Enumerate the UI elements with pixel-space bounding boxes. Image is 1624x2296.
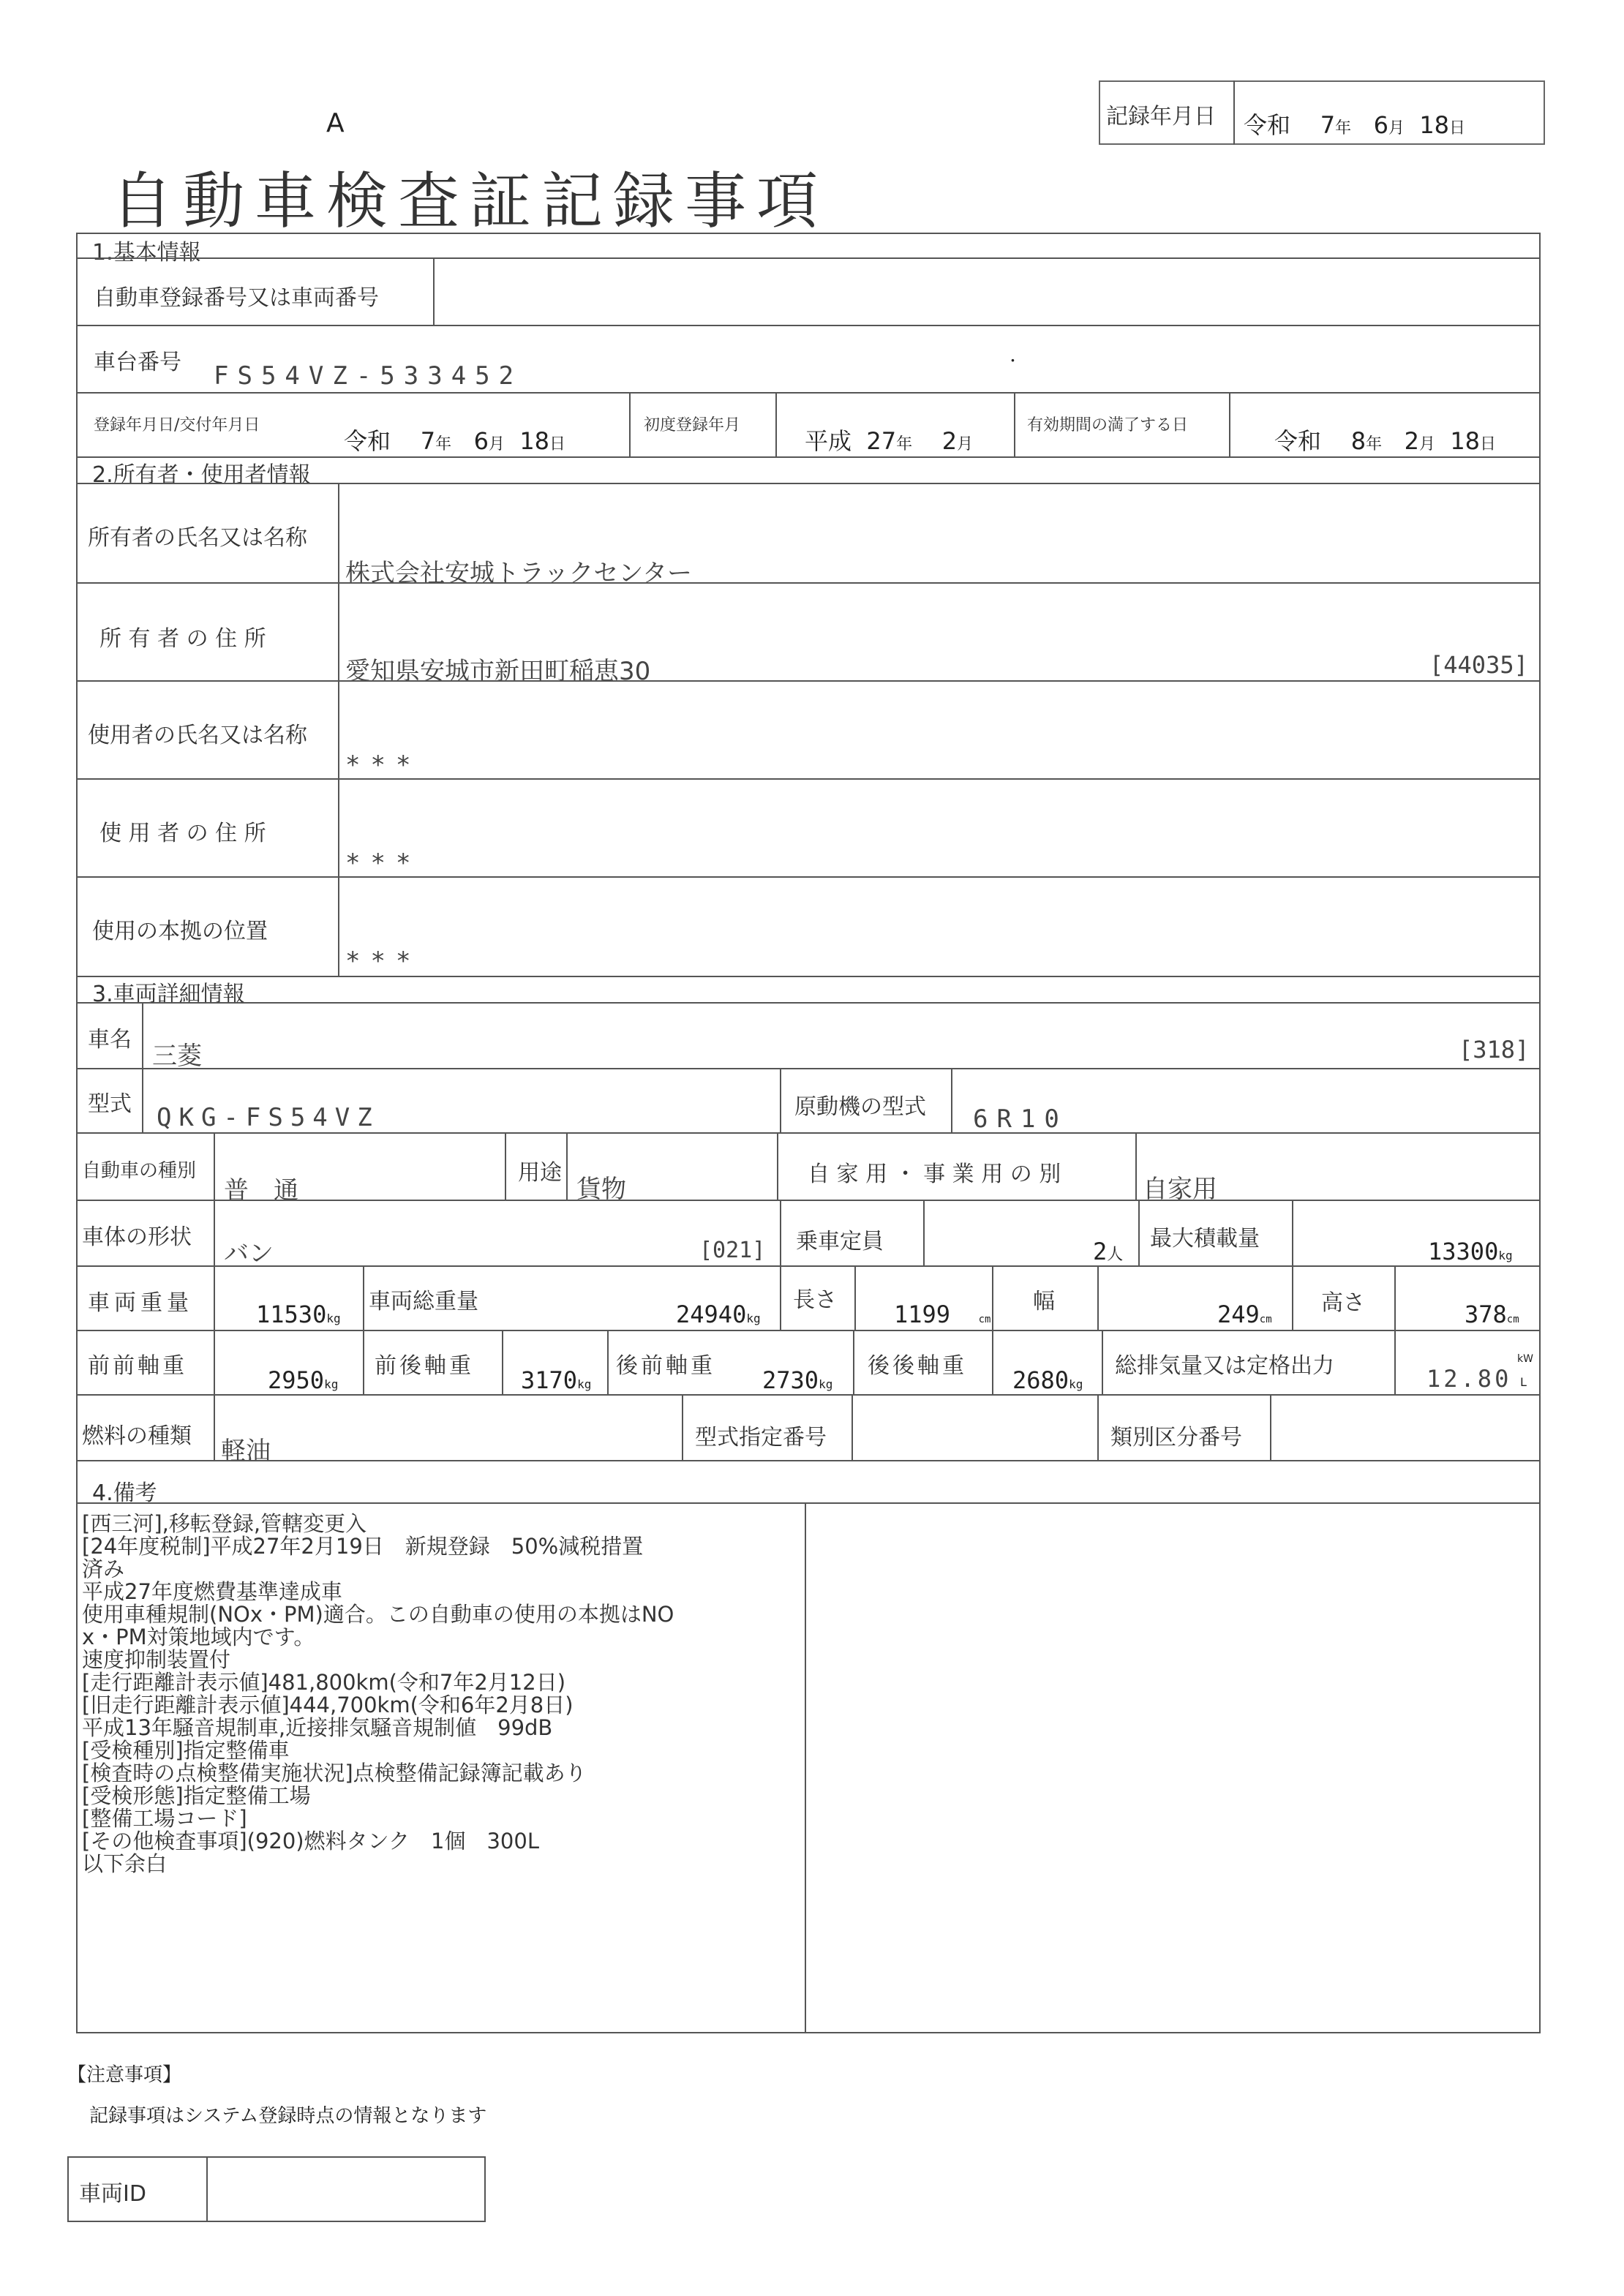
use-label: 用途: [518, 1160, 562, 1186]
owner-name-value: 株式会社安城トラックセンター: [345, 559, 692, 588]
marker-a: A: [326, 108, 345, 138]
remark-line: 済み: [82, 1557, 125, 1581]
length-label: 長さ: [793, 1287, 837, 1313]
remark-line: [整備工場コード]: [82, 1806, 247, 1831]
user-name-label: 使用者の氏名又は名称: [88, 723, 307, 748]
record-date-value: 令和 7年 6月 18日: [1244, 111, 1466, 139]
remarks-list: [82, 1513, 813, 1875]
fuel-label: 燃料の種類: [82, 1423, 192, 1449]
chassis-value: FS54VZ-533452: [214, 361, 523, 391]
capacity-label: 乗車定員: [796, 1229, 884, 1254]
owner-address-code: [44035]: [1429, 651, 1528, 679]
expiry-label: 有効期間の満了する日: [1027, 416, 1189, 434]
remark-line: [24年度税制]平成27年2月19日 新規登録 50%減税措置: [82, 1534, 644, 1559]
displacement-value: 12.80: [1426, 1365, 1512, 1393]
use-value: 貨物: [576, 1175, 626, 1204]
vehicle-id-label: 車両ID: [79, 2181, 146, 2207]
rear-front-axle-label: 後前軸重: [616, 1353, 715, 1379]
section-owner: 2.所有者・使用者情報: [92, 462, 311, 488]
category-number-label: 類別区分番号: [1110, 1425, 1242, 1450]
engine-label: 原動機の型式: [794, 1094, 926, 1120]
length-value: 1199 cm: [894, 1301, 991, 1328]
rear-front-axle-value: 2730kg: [762, 1366, 833, 1394]
page-title: 自動車検査証記録事項: [111, 165, 829, 237]
chassis-label: 車台番号: [94, 350, 181, 375]
rear-rear-axle-value: 2680kg: [1012, 1366, 1083, 1394]
user-address-value: ***: [345, 848, 421, 878]
body-shape-value: バン: [224, 1239, 274, 1268]
record-date-label: 記録年月日: [1106, 104, 1216, 129]
user-name-value: ***: [345, 750, 421, 780]
remark-line: x・PM対策地域内です。: [82, 1625, 315, 1649]
displacement-label: 総排気量又は定格出力: [1115, 1353, 1334, 1379]
maker-code: [318]: [1459, 1036, 1530, 1064]
width-label: 幅: [1033, 1289, 1055, 1314]
chassis-dot: .: [1010, 342, 1016, 366]
notes-text: 記録事項はシステム登録時点の情報となります: [89, 2105, 487, 2127]
gross-weight-value: 24940kg: [676, 1301, 761, 1328]
body-shape-label: 車体の形状: [82, 1224, 192, 1250]
width-value: 249cm: [1217, 1301, 1272, 1328]
owner-address-value: 愛知県安城市新田町稲恵30: [345, 657, 651, 686]
expiry-value: 令和 8年 2月 18日: [1274, 427, 1497, 455]
maker-value: 三菱: [152, 1042, 202, 1071]
section-remarks: 4.備考: [92, 1480, 157, 1506]
model-label: 型式: [88, 1091, 132, 1117]
user-address-label: 使 用 者 の 住 所: [99, 821, 266, 846]
remark-line: 以下余白: [82, 1851, 168, 1876]
private-business-value: 自家用: [1143, 1175, 1217, 1204]
front-front-axle-label: 前前軸重: [88, 1353, 187, 1379]
private-business-label: 自 家 用 ・ 事 業 用 の 別: [808, 1162, 1061, 1187]
displacement-unit-kw: kW: [1517, 1353, 1533, 1365]
vehicle-weight-label: 車両重量: [88, 1290, 193, 1316]
rear-rear-axle-label: 後後軸重: [868, 1353, 967, 1379]
remark-line: 平成13年騒音規制車,近接排気騒音規制値 99dB: [82, 1715, 553, 1740]
reg-number-label: 自動車登録番号又は車両番号: [94, 285, 379, 311]
capacity-value: 2人: [1093, 1238, 1124, 1265]
remark-line: [受検種別]指定整備車: [82, 1738, 290, 1763]
maker-label: 車名: [88, 1027, 132, 1053]
type-designation-label: 型式指定番号: [695, 1425, 827, 1450]
height-label: 高さ: [1321, 1290, 1365, 1316]
reg-date-label: 登録年月日/交付年月日: [94, 416, 260, 434]
remark-line: [受検形態]指定整備工場: [82, 1783, 311, 1808]
front-rear-axle-value: 3170kg: [521, 1366, 592, 1394]
model-value: QKG-FS54VZ: [157, 1103, 380, 1132]
max-load-value: 13300kg: [1428, 1238, 1513, 1265]
base-location-value: ***: [345, 946, 421, 976]
owner-name-label: 所有者の氏名又は名称: [88, 525, 307, 551]
front-rear-axle-label: 前後軸重: [375, 1353, 474, 1379]
gross-weight-label: 車両総重量: [369, 1289, 478, 1314]
height-value: 378cm: [1465, 1301, 1519, 1328]
remark-line: 速度抑制装置付: [82, 1647, 231, 1672]
base-location-label: 使用の本拠の位置: [92, 919, 268, 944]
remark-line: [走行距離計表示値]481,800km(令和7年2月12日): [82, 1670, 566, 1695]
remark-line: [西三河],移転登録,管轄変更入: [82, 1511, 367, 1536]
remark-line: [その他検査事項](920)燃料タンク 1個 300L: [82, 1829, 539, 1853]
remark-line: [検査時の点検整備実施状況]点検整備記録簿記載あり: [82, 1761, 587, 1785]
front-front-axle-value: 2950kg: [268, 1366, 339, 1394]
notes-heading: 【注意事項】: [67, 2064, 182, 2086]
engine-value: 6R10: [973, 1104, 1068, 1134]
remark-line: [旧走行距離計表示値]444,700km(令和6年2月8日): [82, 1693, 574, 1717]
body-shape-code: [021]: [699, 1238, 766, 1263]
section-basic: 1.基本情報: [92, 240, 201, 266]
fuel-value: 軽油: [221, 1437, 271, 1466]
vehicle-weight-value: 11530kg: [256, 1301, 341, 1328]
kind-value: 普 通: [224, 1176, 298, 1205]
first-reg-value: 平成 27年 2月: [805, 427, 974, 455]
first-reg-label: 初度登録年月: [644, 416, 741, 434]
section-vehicle: 3.車両詳細情報: [92, 982, 245, 1007]
remark-line: 平成27年度燃費基準達成車: [82, 1579, 342, 1604]
max-load-label: 最大積載量: [1150, 1226, 1260, 1251]
remark-line: 使用車種規制(NOx・PM)適合。この自動車の使用の本拠はNO: [82, 1602, 674, 1627]
owner-address-label: 所 有 者 の 住 所: [99, 626, 266, 652]
kind-label: 自動車の種別: [82, 1160, 197, 1182]
reg-date-value: 令和 7年 6月 18日: [344, 427, 566, 455]
displacement-unit-l: L: [1520, 1375, 1527, 1389]
